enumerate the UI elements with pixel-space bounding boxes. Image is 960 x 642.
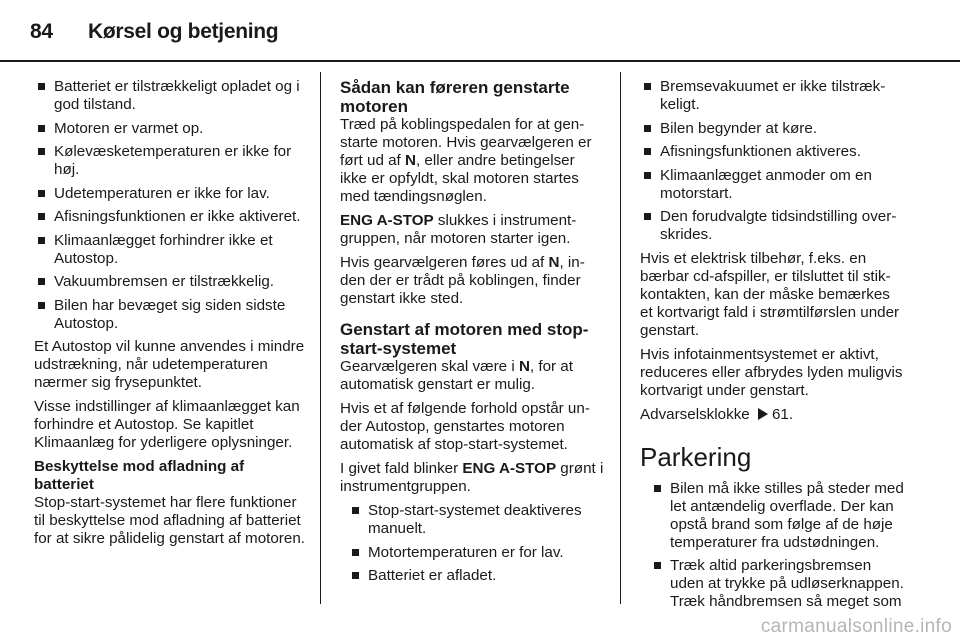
page-title: Kørsel og betjening [88, 20, 279, 43]
square-bullet-icon [644, 172, 651, 179]
page-reference-icon [758, 408, 768, 420]
list-item: Bremsevakuumet er ikke tilstrækkeligt. [640, 78, 904, 114]
square-bullet-icon [38, 125, 45, 132]
parking-list [642, 480, 904, 612]
square-bullet-icon [644, 83, 651, 90]
paragraph: I givet fald blinker ENG A-STOP grønt i instrumentgruppen. [340, 460, 604, 495]
list-item: Stop-start-systemet deaktiveres manuelt. [348, 502, 605, 538]
paragraph: ENG A-STOP slukkes i instrumentgruppen, når motoren starter igen. [340, 212, 577, 247]
paragraph: Hvis et elektrisk tilbehør, f.eks. en bærbar cd-afspiller, er tilsluttet til stikkontakten, kan der måske bemærkes et kortvarigt fald i strømtilførslen under genstart. [640, 249, 900, 339]
list-item: Klimaanlægget forhindrer ikke et Autostop. [34, 232, 306, 268]
list-item: Batteriet er afladet. [348, 567, 605, 585]
square-bullet-icon [38, 83, 45, 90]
column-3 [640, 78, 904, 617]
restart-list [340, 502, 605, 585]
paragraph: Visse indstillinger af klimaanlægget kan forhindre et Autostop. Se kapitlet Klimaanlæg for yderligere oplysninger. [34, 398, 300, 451]
list-item: Kølevæsketemperaturen er ikke for høj. [34, 143, 306, 179]
section-heading: Sådan kan føreren genstarte motoren [340, 78, 570, 116]
paragraph: Advarselsklokke 61. [640, 405, 794, 423]
square-bullet-icon [352, 507, 359, 514]
section-heading: Genstart af motoren med stop-start-systemet [340, 320, 589, 358]
column-2 [340, 78, 605, 591]
page-reference-link[interactable]: 61. [771, 405, 794, 423]
header-rule [0, 60, 960, 62]
square-bullet-icon [644, 148, 651, 155]
page-number: 84 [30, 20, 53, 43]
paragraph: Hvis gearvælgeren føres ud af N, inden der er trådt på koblingen, finder genstart ikke sted. [340, 254, 585, 307]
list-item: Motoren er varmet op. [34, 120, 306, 138]
square-bullet-icon [654, 562, 661, 569]
paragraph: Et Autostop vil kunne anvendes i mindre udstrækning, når udetemperaturen nærmer sig frysepunktet. [34, 338, 305, 391]
list-item: Vakuumbremsen er tilstrækkelig. [34, 273, 306, 291]
column-divider-1 [320, 72, 321, 604]
condition-list [34, 78, 306, 333]
square-bullet-icon [644, 125, 651, 132]
paragraph: Træd på koblingspedalen for at genstarte motoren. Hvis gearvælgeren er ført ud af N, eller andre betingelser ikke er opfyldt, skal motoren startes med tændingsnøglen. [340, 116, 592, 205]
list-item: Afisningsfunktionen aktiveres. [640, 143, 904, 161]
column-divider-2 [620, 72, 621, 604]
list-item: Bilen begynder at køre. [640, 120, 904, 138]
list-item: Klimaanlægget anmoder om en motorstart. [640, 167, 904, 203]
paragraph: Hvis et af følgende forhold opstår under Autostop, genstartes motoren automatisk af stop-start-systemet. [340, 400, 590, 453]
square-bullet-icon [352, 572, 359, 579]
square-bullet-icon [644, 213, 651, 220]
list-item: Træk altid parkeringsbremsen uden at trykke på udløserknappen. Træk håndbremsen så meget som [650, 557, 904, 611]
watermark: carmanualsonline.info [760, 616, 952, 637]
restart-list-continued [640, 78, 904, 244]
list-item: Batteriet er tilstrækkeligt opladet og i god tilstand. [34, 78, 306, 114]
paragraph: Stop-start-systemet har flere funktioner til beskyttelse mod afladning af batteriet for at sikre pålidelig genstart af motoren. [34, 494, 305, 547]
section-heading-parking: Parkering [640, 441, 752, 472]
square-bullet-icon [38, 213, 45, 220]
list-item: Den forudvalgte tidsindstilling overskrides. [640, 208, 904, 244]
square-bullet-icon [38, 237, 45, 244]
list-item: Bilen må ikke stilles på steder med let antændelig overflade. Der kan opstå brand som følge af de høje temperaturer fra udstødningen. [650, 480, 904, 552]
list-item: Motortemperaturen er for lav. [348, 544, 605, 562]
list-item: Afisningsfunktionen er ikke aktiveret. [34, 208, 306, 226]
list-item: Bilen har bevæget sig siden sidste Autostop. [34, 297, 306, 333]
column-1 [34, 78, 306, 554]
square-bullet-icon [38, 302, 45, 309]
square-bullet-icon [352, 549, 359, 556]
page-header [30, 12, 278, 52]
list-item: Udetemperaturen er ikke for lav. [34, 185, 306, 203]
paragraph: Gearvælgeren skal være i N, for at automatisk genstart er mulig. [340, 358, 573, 393]
square-bullet-icon [38, 148, 45, 155]
square-bullet-icon [38, 190, 45, 197]
square-bullet-icon [38, 278, 45, 285]
square-bullet-icon [654, 485, 661, 492]
subsection-heading: Beskyttelse mod afladning af batteriet [34, 458, 245, 493]
paragraph: Hvis infotainmentsystemet er aktivt, reduceres eller afbrydes lyden muligvis kortvarigt under genstart. [640, 345, 903, 399]
